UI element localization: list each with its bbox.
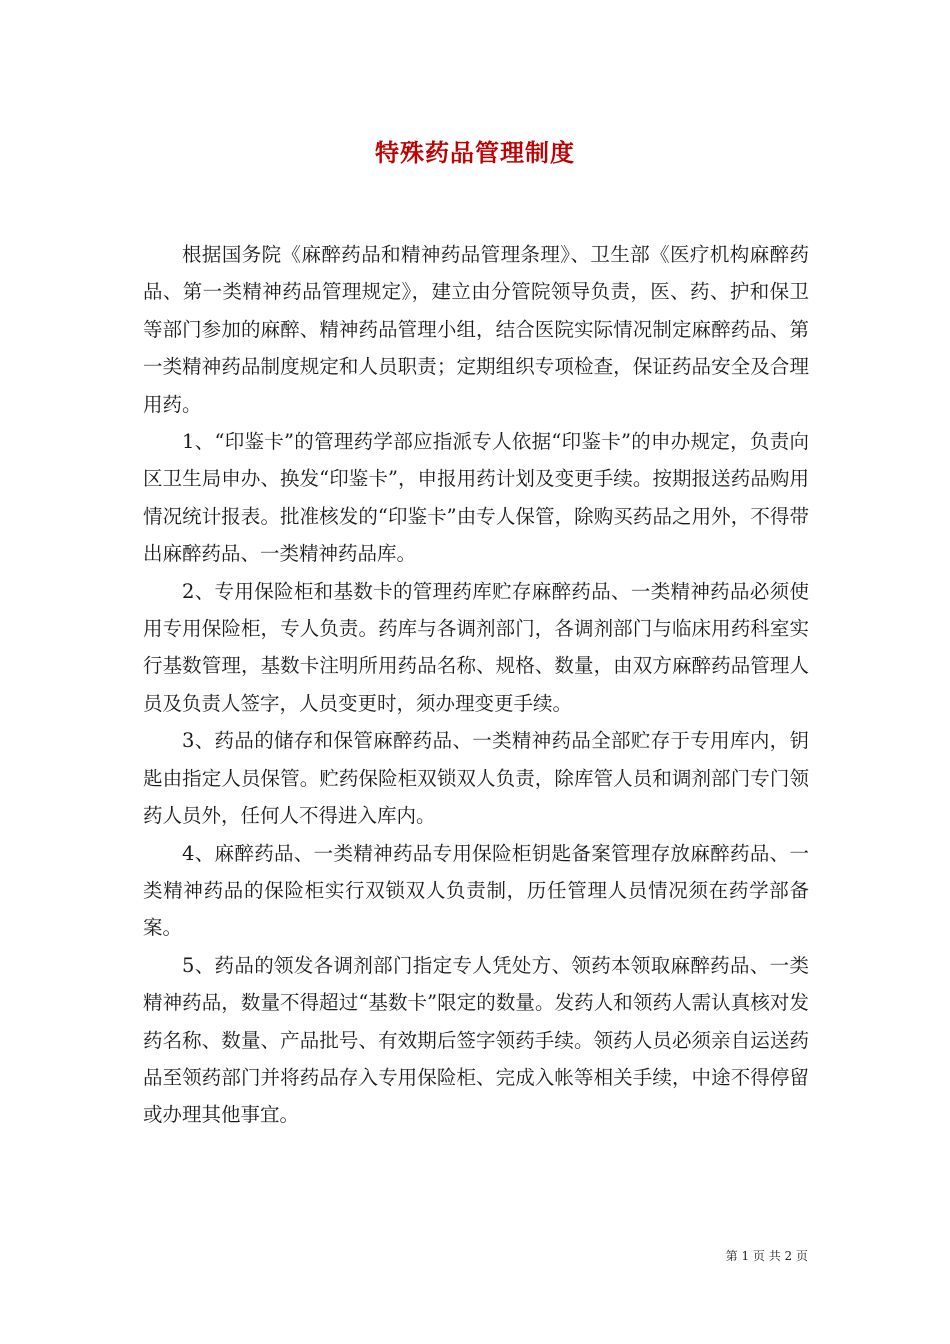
paragraph-item-1: 1、“印鉴卡”的管理药学部应指派专人依据“印鉴卡”的申办规定，负责向区卫生局申办、换发“印鉴卡”，申报用药计划及变更手续。按期报送药品购用情况统计报表。批准核发的“印鉴卡”由专人保管，除购买药品之用外，不得带出麻醉药品、一类精神药品库。 [143,430,809,566]
paragraph-item-4: 4、麻醉药品、一类精神药品专用保险柜钥匙备案管理存放麻醉药品、一类精神药品的保险柜实行双锁双人负责制，历任管理人员情况须在药学部备案。 [143,841,809,940]
document-title: 特殊药品管理制度 [375,138,575,167]
paragraph-item-5: 5、药品的领发各调剂部门指定专人凭处方、领药本领取麻醉药品、一类精神药品，数量不得超过“基数卡”限定的数量。发药人和领药人需认真核对发药名称、数量、产品批号、有效期后签字领药手续。领药人员必须亲自运送药品至领药部门并将药品存入专用保险柜、完成入帐等相关手续，中途不得停留或办理其他事宜。 [143,953,809,1127]
page-number-footer: 第 1 页 共 2 页 [725,1249,808,1263]
document-body [143,236,809,1134]
paragraph-intro: 根据国务院《麻醉药品和精神药品管理条理》、卫生部《医疗机构麻醉药品、第一类精神药品管理规定》，建立由分管院领导负责，医、药、护和保卫等部门参加的麻醉、精神药品管理小组，结合医院实际情况制定麻醉药品、第一类精神药品制度规定和人员职责；定期组织专项检查，保证药品安全及合理用药。 [143,243,809,416]
paragraph-item-2: 2、专用保险柜和基数卡的管理药库贮存麻醉药品、一类精神药品必须使用专用保险柜，专人负责。药库与各调剂部门，各调剂部门与临床用药科室实行基数管理，基数卡注明所用药品名称、规格、数量，由双方麻醉药品管理人员及负责人签字，人员变更时，须办理变更手续。 [143,579,809,715]
paragraph-item-3: 3、药品的储存和保管麻醉药品、一类精神药品全部贮存于专用库内，钥匙由指定人员保管。贮药保险柜双锁双人负责，除库管人员和调剂部门专门领药人员外，任何人不得进入库内。 [143,729,809,828]
